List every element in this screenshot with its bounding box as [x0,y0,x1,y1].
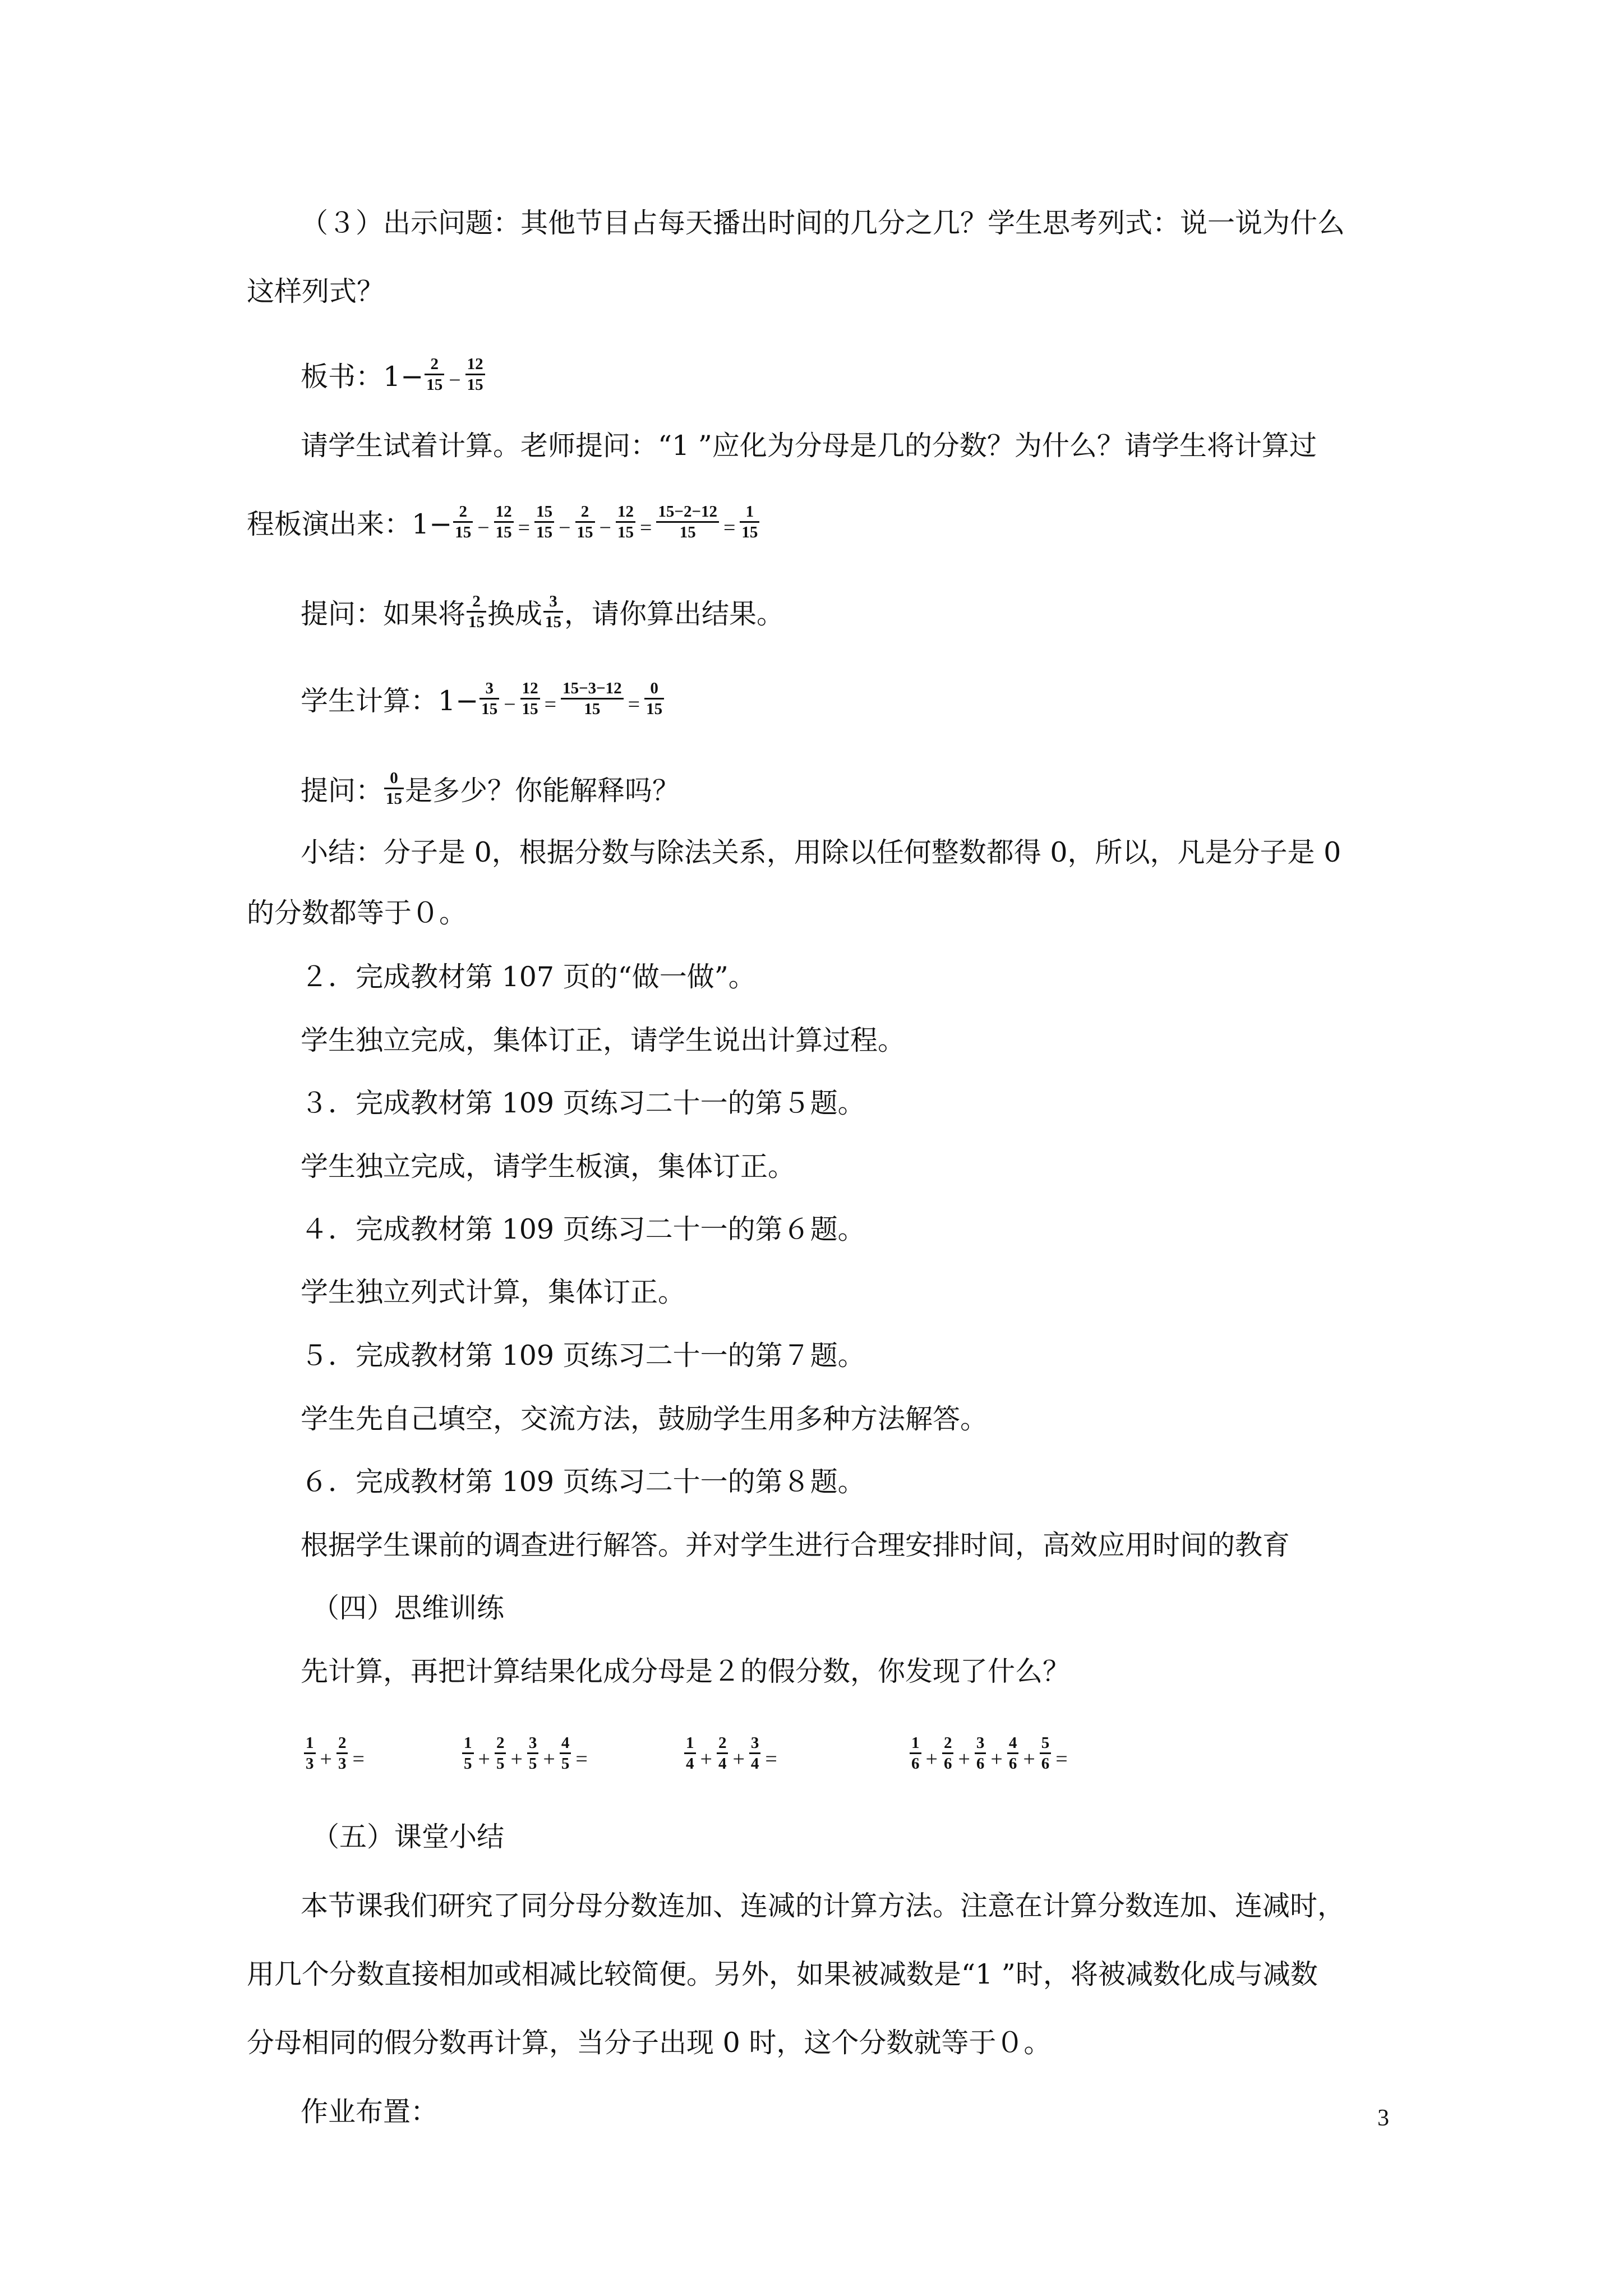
fraction-numerator: 15−3−12 [561,680,624,700]
equals-sign: = [575,1747,588,1771]
fraction-denominator: 4 [750,1755,759,1773]
board-label: 板书：1− [301,361,424,393]
fraction-numerator: 4 [560,1734,571,1754]
plus-sign: + [510,1747,523,1771]
exercise-expression-4 [909,1734,1071,1777]
fraction-numerator: 4 [1007,1734,1019,1754]
fraction-numerator: 12 [520,680,540,700]
fraction [467,593,486,631]
question-end-text: ，请你算出结果。 [564,598,785,630]
fraction-numerator: 2 [575,503,595,523]
fraction-numerator: 2 [495,1734,506,1754]
fraction [656,503,719,541]
plus-sign: + [478,1747,490,1771]
fraction [684,1734,696,1772]
fraction-numerator: 1 [910,1734,921,1754]
fraction [561,680,624,717]
fraction-numerator: 3 [479,680,499,700]
fraction [1040,1734,1052,1772]
plus-sign: + [543,1747,555,1771]
fraction-denominator: 5 [464,1755,472,1773]
fraction-denominator: 15 [617,523,634,541]
conclusion-line-1: 本节课我们研究了同分母分数连加、连减的计算方法。注意在计算分数连加、连减时， [301,1890,1345,1922]
question-end-text: 是多少？你能解释吗？ [405,775,680,807]
fraction-numerator: 3 [543,593,563,613]
exercise-2-note: 学生独立完成，集体订正，请学生说出计算过程。 [301,1024,906,1056]
fraction-denominator: 4 [718,1755,727,1773]
fraction-denominator: 15 [536,523,553,541]
plus-sign: + [700,1747,712,1771]
fraction [717,1734,728,1772]
fraction [910,1734,921,1772]
fraction-denominator: 15 [577,523,593,541]
fraction-numerator: 3 [975,1734,986,1754]
summary-line-2: 的分数都等于０。 [247,897,467,929]
minus-sign: − [599,516,611,540]
question-mid-text: 换成 [487,598,543,630]
fraction-denominator: 15 [545,613,562,631]
fraction-denominator: 15 [386,790,403,808]
exercise-2: ２．完成教材第 107 页的“做一做”。 [301,961,756,993]
student-calc-label: 学生计算：1− [301,685,479,717]
section-4-heading: （四）思维训练 [312,1592,505,1624]
question-3-line-2: 这样列式？ [247,275,385,307]
conclusion-line-3: 分母相同的假分数再计算，当分子出现 0 时，这个分数就等于０。 [247,2027,1052,2059]
demonstration-line [247,503,760,545]
fraction [384,770,404,807]
try-calculation-line: 请学生试着计算。老师提问：“1 ”应化为分母是几的分数？为什么？请学生将计算过 [301,430,1317,462]
fraction [543,593,563,631]
fraction [616,503,635,541]
exercise-4-note: 学生独立列式计算，集体订正。 [301,1276,686,1308]
fraction-denominator: 4 [686,1755,694,1773]
question-replace-line [301,592,785,635]
fraction [749,1734,761,1772]
fraction-numerator: 2 [336,1734,348,1754]
demonstration-label: 程板演出来：1− [247,508,453,540]
fraction [462,1734,474,1772]
fraction [527,1734,539,1772]
fraction-numerator: 1 [462,1734,474,1754]
fraction-numerator: 2 [467,593,486,613]
fraction [336,1734,348,1772]
fraction-denominator: 5 [561,1755,570,1773]
fraction-numerator: 3 [527,1734,539,1754]
minus-sign: − [559,516,571,540]
fraction [425,356,444,393]
fraction [975,1734,986,1772]
fraction-denominator: 15 [468,613,485,631]
question-label: 提问： [301,775,384,807]
fraction-denominator: 5 [496,1755,505,1773]
exercise-3: ３．完成教材第 109 页练习二十一的第５题。 [301,1087,865,1119]
fraction-numerator: 1 [740,503,759,523]
fraction-numerator: 0 [644,680,664,700]
fraction [942,1734,954,1772]
minus-sign: − [449,369,461,392]
fraction-numerator: 5 [1040,1734,1052,1754]
homework-heading: 作业布置： [301,2096,439,2128]
section-4-task: 先计算，再把计算结果化成分母是２的假分数，你发现了什么？ [301,1655,1071,1687]
fraction-denominator: 15 [584,700,601,718]
exercise-4: ４．完成教材第 109 页练习二十一的第６题。 [301,1213,865,1245]
fraction [494,503,514,541]
fraction-denominator: 5 [528,1755,537,1773]
equals-sign: = [628,693,640,716]
plus-sign: + [1023,1747,1035,1771]
fraction-denominator: 15 [679,523,696,541]
fraction [1007,1734,1019,1772]
fraction [740,503,759,541]
fraction-denominator: 15 [522,700,538,718]
fraction-numerator: 0 [384,770,404,789]
plus-sign: + [958,1747,970,1771]
fraction-numerator: 12 [494,503,514,523]
fraction-denominator: 3 [306,1755,314,1773]
fraction-denominator: 15 [741,523,758,541]
exercise-6-note: 根据学生课前的调查进行解答。并对学生进行合理安排时间，高效应用时间的教育 [301,1529,1290,1561]
fraction [479,680,499,717]
board-writing-line [301,355,486,398]
fraction-numerator: 1 [304,1734,316,1754]
fraction-denominator: 15 [646,700,663,718]
fraction-denominator: 15 [481,700,498,718]
equals-sign: = [765,1747,777,1771]
fraction-denominator: 6 [1008,1755,1017,1773]
fraction [465,356,485,393]
exercise-expression-3 [683,1734,781,1777]
fraction [575,503,595,541]
exercise-6: ６．完成教材第 109 页练习二十一的第８题。 [301,1466,865,1498]
equals-sign: = [1055,1747,1068,1771]
page-number: 3 [1377,2105,1389,2131]
exercise-3-note: 学生独立完成，请学生板演，集体订正。 [301,1151,796,1182]
student-calculation-line [301,679,665,722]
fraction-denominator: 6 [911,1755,920,1773]
fraction-numerator: 12 [616,503,635,523]
fraction [534,503,554,541]
fraction [304,1734,316,1772]
fraction-numerator: 3 [749,1734,761,1754]
fraction-denominator: 6 [976,1755,985,1773]
exercise-expression-2 [461,1734,591,1777]
fraction-numerator: 15−2−12 [656,503,719,523]
exercise-expression-1 [303,1734,368,1777]
plus-sign: + [320,1747,332,1771]
fraction-denominator: 15 [426,376,443,394]
fraction-numerator: 2 [717,1734,728,1754]
question-3-line-1: （３）出示问题：其他节目占每天播出时间的几分之几？学生思考列式：说一说为什么 [301,207,1345,239]
exercise-5: ５．完成教材第 109 页练习二十一的第７题。 [301,1340,865,1372]
minus-sign: − [477,516,490,540]
fraction-denominator: 3 [338,1755,347,1773]
plus-sign: + [732,1747,745,1771]
section-5-heading: （五）课堂小结 [312,1821,505,1853]
fraction [560,1734,571,1772]
fraction-numerator: 12 [465,356,485,375]
fraction-denominator: 15 [455,523,472,541]
fraction-numerator: 2 [942,1734,954,1754]
fraction-denominator: 15 [467,376,483,394]
equals-sign: = [723,516,736,540]
equals-sign: = [639,516,652,540]
fraction [495,1734,506,1772]
equals-sign: = [352,1747,365,1771]
conclusion-line-2: 用几个分数直接相加或相减比较简便。另外，如果被减数是“1 ”时，将被减数化成与减数 [247,1958,1318,1990]
fraction-denominator: 6 [943,1755,952,1773]
fraction-numerator: 2 [425,356,444,375]
fraction-numerator: 15 [534,503,554,523]
fraction-denominator: 15 [495,523,512,541]
equals-sign: = [544,693,557,716]
fraction [453,503,473,541]
fraction [644,680,664,717]
fraction-denominator: 6 [1041,1755,1050,1773]
equals-sign: = [518,516,531,540]
fraction [520,680,540,717]
summary-line-1: 小结：分子是 0，根据分数与除法关系，用除以任何整数都得 0，所以，凡是分子是 0 [301,836,1341,868]
plus-sign: + [925,1747,938,1771]
exercise-5-note: 学生先自己填空，交流方法，鼓励学生用多种方法解答。 [301,1403,988,1435]
fraction-numerator: 1 [684,1734,696,1754]
fraction-numerator: 2 [453,503,473,523]
plus-sign: + [990,1747,1003,1771]
minus-sign: − [504,693,516,716]
question-zero-line [301,769,680,812]
question-label: 提问：如果将 [301,598,466,630]
